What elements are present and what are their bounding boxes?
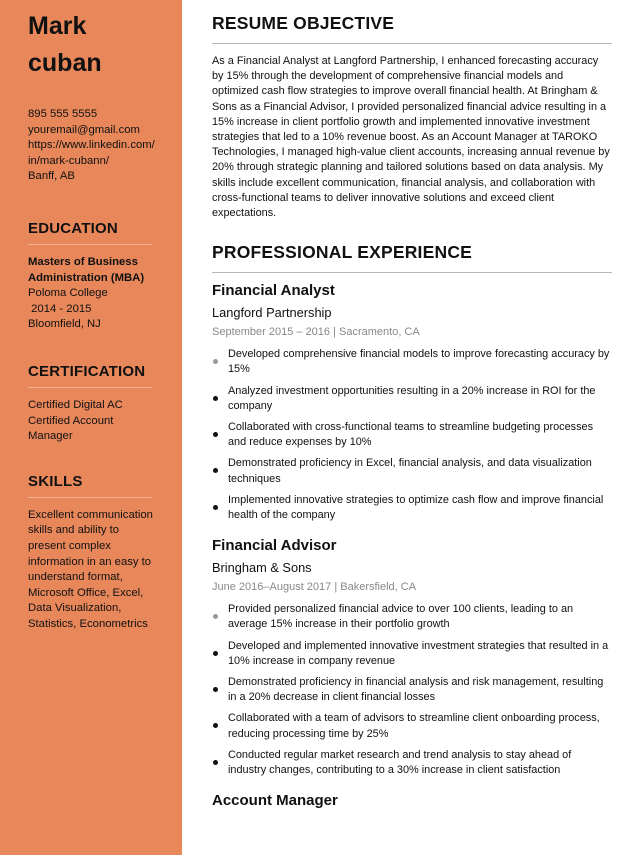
job-bullets bbox=[212, 602, 612, 778]
bullet-text: Analyzed investment opportunities resulting in a 20% increase in ROI for the company bbox=[228, 384, 596, 412]
bullet-text: Provided personalized financial advice to over 100 clients, leading to an average 15% increase in their portfolio growth bbox=[228, 603, 574, 631]
job-bullets bbox=[212, 347, 612, 523]
objective-heading: RESUME OBJECTIVE bbox=[212, 13, 612, 44]
bullet-text: Developed and implemented innovative investment strategies that resulted in a 10% increase in company revenue bbox=[228, 639, 609, 667]
skills-section bbox=[28, 473, 164, 633]
skills-line: present complex bbox=[28, 539, 111, 552]
company-name: Langford Partnership bbox=[212, 305, 332, 321]
bullet-text: Demonstrated proficiency in financial analysis and risk management, resulting in a 20% decrease in client financial losses bbox=[228, 676, 604, 704]
job-dates: June 2016–August 2017 | Bakersfield, CA bbox=[212, 581, 417, 594]
bullet-item bbox=[212, 711, 612, 741]
skills-details bbox=[28, 508, 164, 633]
skills-heading: SKILLS bbox=[28, 473, 152, 498]
bullet-dot-icon bbox=[213, 505, 218, 510]
bullet-item bbox=[212, 347, 612, 377]
skills-line: skills and ability to bbox=[28, 524, 120, 537]
bullet-dot-icon bbox=[213, 723, 218, 728]
job-title: Account Manager bbox=[212, 792, 338, 810]
bullet-dot-icon bbox=[213, 359, 218, 364]
experience-heading: PROFESSIONAL EXPERIENCE bbox=[212, 242, 612, 273]
certification-line: Certified Digital AC bbox=[28, 398, 123, 411]
degree-line2: Administration (MBA) bbox=[28, 271, 145, 284]
job-title: Financial Analyst bbox=[212, 282, 335, 300]
bullet-item bbox=[212, 384, 612, 414]
bullet-text: Implemented innovative strategies to optimize cash flow and improve financial health of the company bbox=[228, 493, 604, 522]
degree-line1: Masters of Business bbox=[28, 255, 138, 268]
name-first: Mark bbox=[28, 12, 87, 40]
job-title: Financial Advisor bbox=[212, 537, 337, 555]
company-name: Bringham & Sons bbox=[212, 560, 312, 576]
certification-heading: CERTIFICATION bbox=[28, 363, 152, 388]
bullet-dot-icon bbox=[213, 432, 218, 437]
education-heading: EDUCATION bbox=[28, 220, 152, 245]
bullet-text: Conducted regular market research and trend analysis to stay ahead of industry changes, contributing to a 30% increase in client satisfaction bbox=[228, 748, 572, 777]
bullet-dot-icon bbox=[213, 396, 218, 401]
email[interactable]: youremail@gmail.com bbox=[28, 123, 140, 136]
bullet-dot-icon bbox=[213, 760, 218, 765]
job-dates: September 2015 – 2016 | Sacramento, CA bbox=[212, 326, 420, 339]
education-section bbox=[28, 220, 164, 333]
certification-line: Certified Account bbox=[28, 414, 114, 427]
objective-text: As a Financial Analyst at Langford Partnership, I enhanced forecasting accuracy by 15% through the development of comprehensive financial models and optimized cash flow strategies to improve overall financial health. At Bringham & Sons as a Financial Advisor, I provided personalized financial advice resulting in a 15% increase in client portfolio growth and implemented innovative investment strategies that led to a 10% revenue boost. As an Account Manager at TAROKO Technologies, I managed high-value client accounts, increasing annual revenue by 20% through strategic planning and tailored solutions based on data analysis. My skills include excellent communication, financial analysis, and collaboration with cross-functional teams to deliver innovative solutions and exceed client expectations. bbox=[212, 55, 610, 220]
education-location: Bloomfield, NJ bbox=[28, 318, 101, 331]
location: Banff, AB bbox=[28, 170, 75, 183]
linkedin-url-line1[interactable]: https://www.linkedin.com/ bbox=[28, 139, 155, 152]
skills-line: understand format, bbox=[28, 571, 123, 584]
bullet-item bbox=[212, 748, 612, 778]
bullet-item bbox=[212, 675, 612, 705]
skills-line: information in an easy to bbox=[28, 555, 152, 568]
bullet-item bbox=[212, 602, 612, 632]
skills-line: Data Visualization, bbox=[28, 602, 122, 615]
bullet-dot-icon bbox=[213, 651, 218, 656]
certification-line: Manager bbox=[28, 430, 73, 443]
skills-line: Excellent communication bbox=[28, 508, 153, 521]
education-years: 2014 - 2015 bbox=[28, 302, 92, 315]
certification-section bbox=[28, 363, 164, 445]
certification-details bbox=[28, 398, 164, 445]
sidebar bbox=[0, 0, 182, 855]
education-details bbox=[28, 255, 164, 333]
bullet-dot-icon bbox=[213, 614, 218, 619]
bullet-item bbox=[212, 493, 612, 523]
job-entry bbox=[212, 792, 612, 809]
bullet-text: Collaborated with a team of advisors to streamline client onboarding process, reducing processing time by 25% bbox=[228, 712, 600, 740]
linkedin-url-line2[interactable]: in/mark-cubann/ bbox=[28, 154, 109, 167]
job-entry bbox=[212, 282, 612, 523]
bullet-text: Collaborated with cross-functional teams to streamline budgeting processes and reduce expenses by 10% bbox=[228, 421, 594, 449]
job-entry bbox=[212, 537, 612, 778]
contact-info bbox=[28, 107, 164, 185]
bullet-item bbox=[212, 420, 612, 450]
main-content bbox=[212, 0, 612, 809]
bullet-dot-icon bbox=[213, 468, 218, 473]
skills-line: Statistics, Econometrics bbox=[28, 617, 148, 630]
bullet-dot-icon bbox=[213, 687, 218, 692]
school-name: Poloma College bbox=[28, 287, 108, 300]
name bbox=[28, 8, 164, 82]
phone: 895 555 5555 bbox=[28, 108, 98, 120]
bullet-item bbox=[212, 456, 612, 486]
bullet-text: Developed comprehensive financial models to improve forecasting accuracy by 15% bbox=[228, 348, 610, 376]
name-last: cuban bbox=[28, 49, 102, 77]
bullet-text: Demonstrated proficiency in Excel, financial analysis, and data visualization techniques bbox=[228, 457, 592, 485]
skills-line: Microsoft Office, Excel, bbox=[28, 586, 144, 599]
bullet-item bbox=[212, 639, 612, 669]
